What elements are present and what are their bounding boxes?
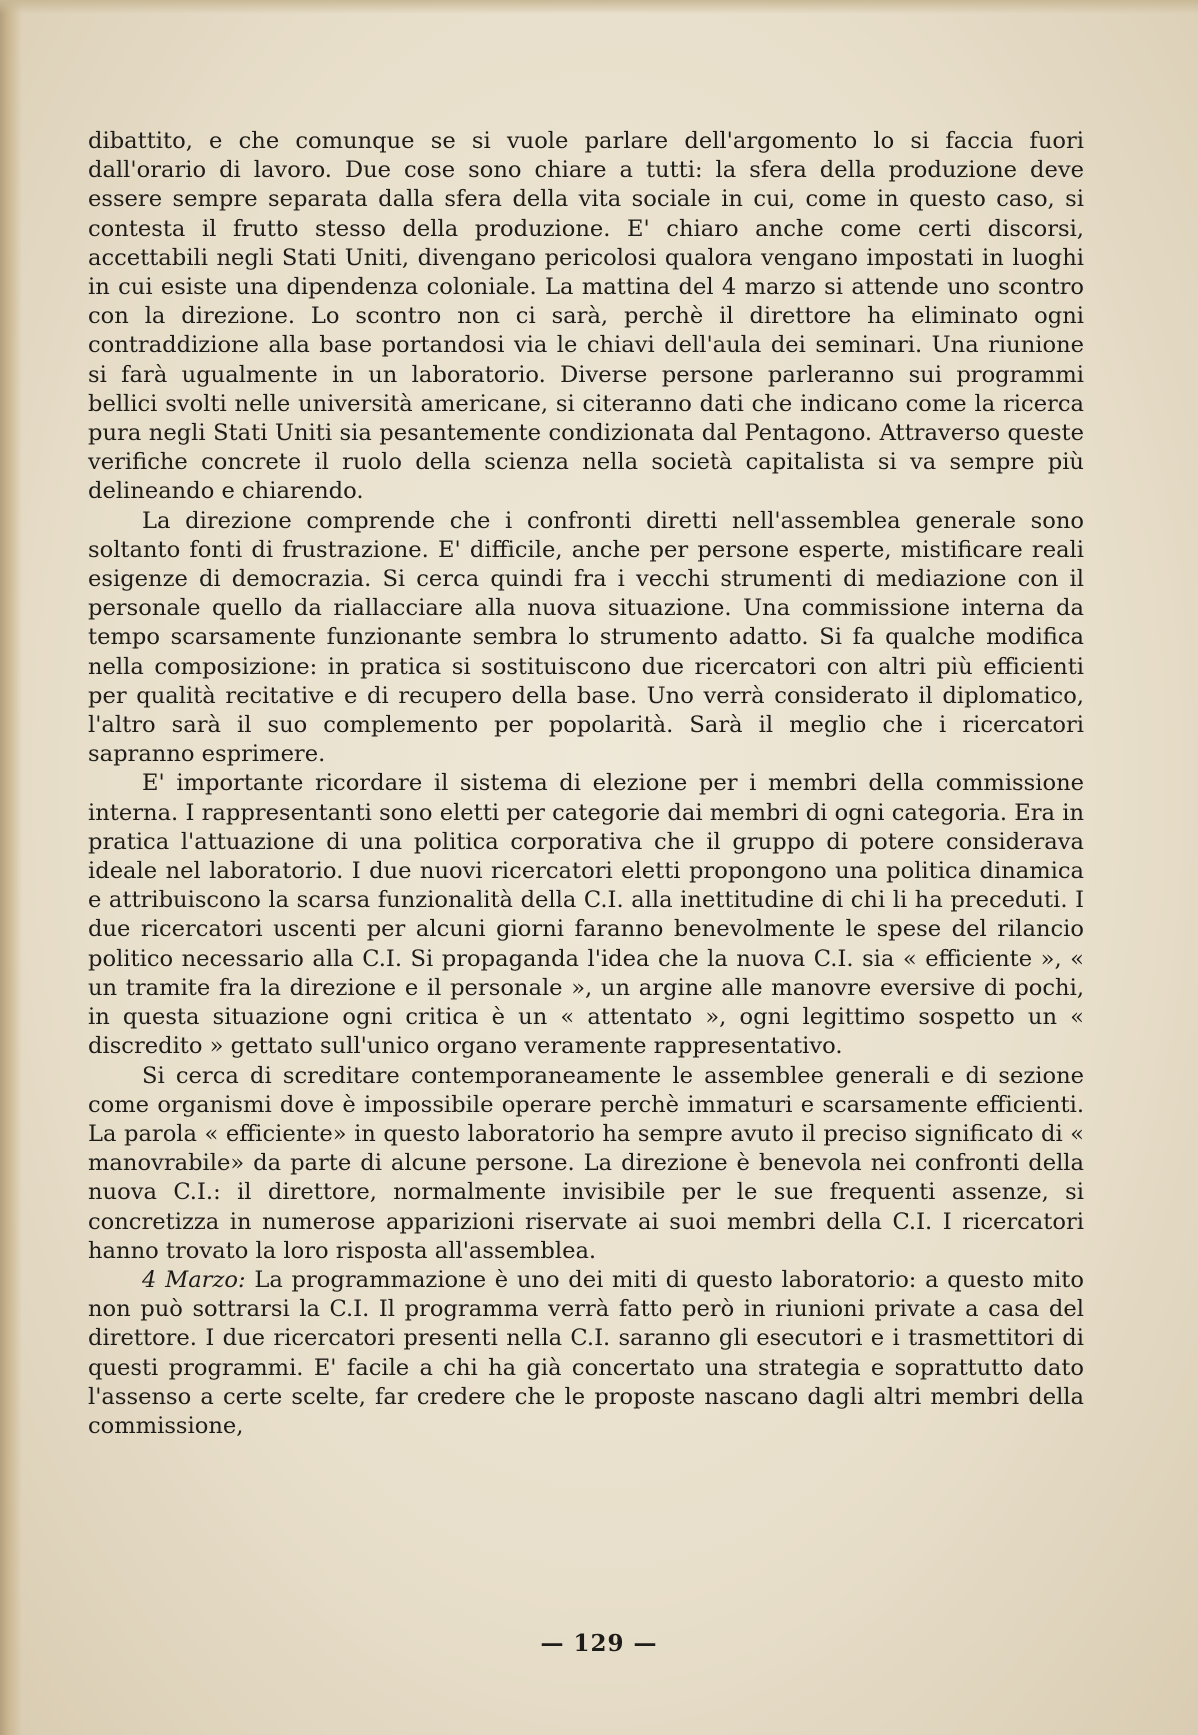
paragraph-5: [88, 1266, 1084, 1441]
page-number: — 129 —: [540, 1630, 658, 1657]
paragraph-4: Si cerca di screditare contemporaneamente le assemblee generali e di sezione come organismi dove è impossibile operare perchè immaturi e scarsamente efficienti. La parola « efficiente» in questo laboratorio ha sempre avuto il preciso significato di « manovrabile» da parte di alcune persone. La direzione è benevola nei confronti della nuova C.I.: il direttore, normalmente invisibile per le sue frequenti assenze, si concretizza in numerose apparizioni riservate ai suoi membri della C.I. I ricercatori hanno trovato la loro risposta all'assemblea.: [88, 1062, 1084, 1264]
page-binding-shadow: [0, 0, 22, 1735]
paragraph-1: dibattito, e che comunque se si vuole parlare dell'argomento lo si faccia fuori dall'orario di lavoro. Due cose sono chiare a tutti: la sfera della produzione deve essere sempre separata dalla sfera della vita sociale in cui, come in questo caso, si contesta il frutto stesso della produzione. E' chiaro anche come certi discorsi, accettabili negli Stati Uniti, divengano pericolosi qualora vengano impostati in luoghi in cui esiste una dipendenza coloniale. La mattina del 4 marzo si attende uno scontro con la direzione. Lo scontro non ci sarà, perchè il direttore ha eliminato ogni contraddizione alla base portandosi via le chiavi dell'aula dei seminari. Una riunione si farà ugualmente in un laboratorio. Diverse persone parleranno sui programmi bellici svolti nelle università americane, si citeranno dati che indicano come la ricerca pura negli Stati Uniti sia pesantemente condizionata dal Pentagono. Attraverso queste verifiche concrete il ruolo della scienza nella società capitalista si va sempre più delineando e chiarendo.: [88, 128, 1084, 505]
date-label: 4 Marzo:: [142, 1266, 246, 1293]
body-text: [88, 127, 1084, 1441]
page-top-shadow: [0, 0, 1198, 14]
paragraph-5-text: La programmazione è uno dei miti di questo laboratorio: a questo mito non può sottrarsi la C.I. Il programma verrà fatto però in riunioni private a casa del direttore. I due ricercatori presenti nella C.I. saranno gli esecutori e i trasmettitori di questi programmi. E' facile a chi ha già concertato una strategia e soprattutto dato l'assenso a certe scelte, far credere che le proposte nascano dagli altri membri della commissione,: [88, 1266, 1084, 1439]
paragraph-2: La direzione comprende che i confronti diretti nell'assemblea generale sono soltanto fonti di frustrazione. E' difficile, anche per persone esperte, mistificare reali esigenze di democrazia. Si cerca quindi fra i vecchi strumenti di mediazione con il personale quello da riallacciare alla nuova situazione. Una commissione interna da tempo scarsamente funzionante sembra lo strumento adatto. Si fa qualche modifica nella composizione: in pratica si sostituiscono due ricercatori con altri più efficienti per qualità recitative e di recupero della base. Uno verrà considerato il diplomatico, l'altro sarà il suo complemento per popolarità. Sarà il meglio che i ricercatori sapranno esprimere.: [88, 507, 1084, 768]
paragraph-3: E' importante ricordare il sistema di elezione per i membri della commissione interna. I rappresentanti sono eletti per categorie dai membri di ogni categoria. Era in pratica l'attuazione di una politica corporativa che il gruppo di potere considerava ideale nel laboratorio. I due nuovi ricercatori eletti propongono una politica dinamica e attribuiscono la scarsa funzionalità della C.I. alla inettitudine di chi li ha preceduti. I due ricercatori uscenti per alcuni giorni faranno benevolmente le spese del rilancio politico necessario alla C.I. Si propaganda l'idea che la nuova C.I. sia « efficiente », « un tramite fra la direzione e il personale », un argine alle manovre eversive di pochi, in questa situazione ogni critica è un « attentato », ogni legittimo sospetto un « discredito » gettato sull'unico organo veramente rappresentativo.: [88, 770, 1084, 1060]
